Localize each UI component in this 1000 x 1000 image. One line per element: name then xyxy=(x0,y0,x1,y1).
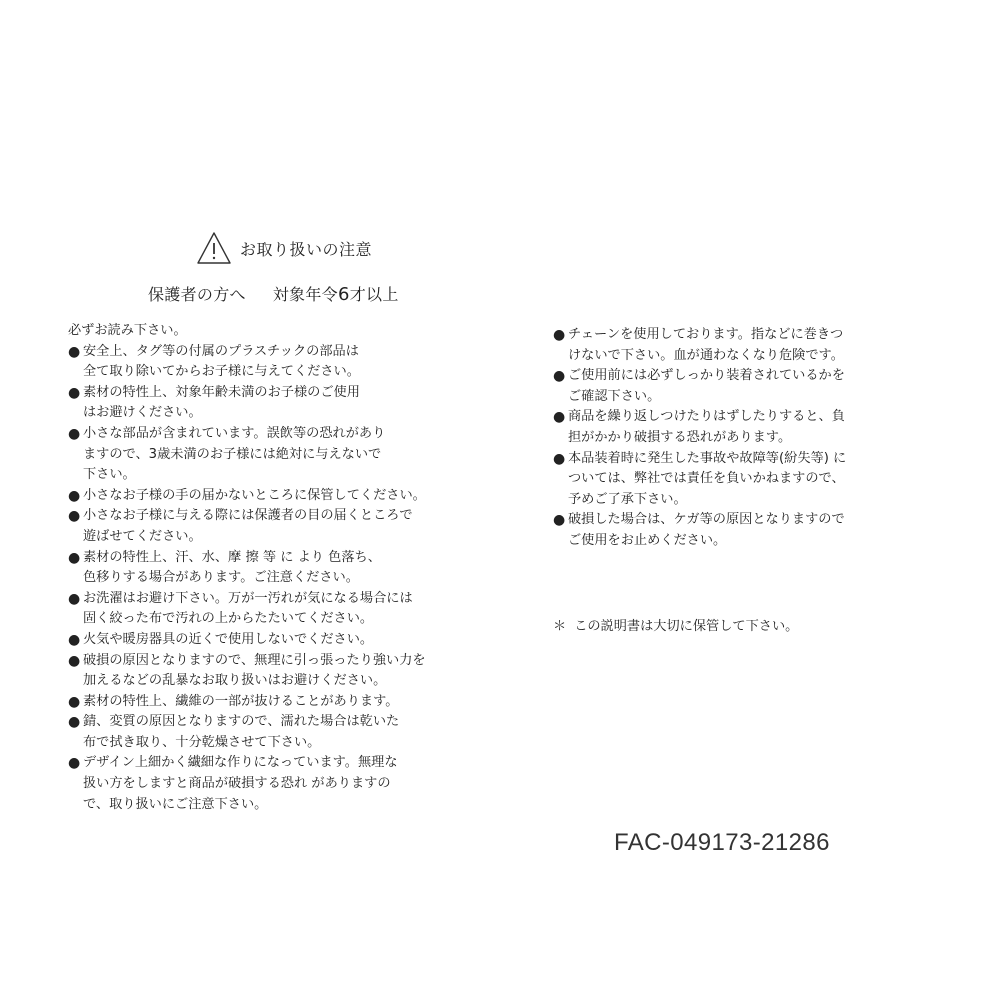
item-line: 全て取り除いてからお子様に与えてください。 xyxy=(83,364,360,380)
right-items-list xyxy=(553,325,913,552)
item-line: 布で拭き取り、十分乾燥させて下さい。 xyxy=(83,734,321,750)
item-line: 小さな部品が含まれています。誤飲等の恐れがあり xyxy=(83,425,386,441)
left-items-list xyxy=(68,342,473,816)
item-line: デザイン上細かく繊細な作りになっています。無理な xyxy=(83,755,398,771)
bullet-icon: ● xyxy=(68,343,81,360)
bullet-icon: ● xyxy=(553,409,566,426)
bullet-icon: ● xyxy=(68,487,81,504)
list-item xyxy=(553,325,913,366)
item-line: 予めご了承下さい。 xyxy=(568,491,687,507)
list-item xyxy=(68,486,473,507)
item-line: 素材の特性上、対象年齢未満のお子様のご使用 xyxy=(83,384,360,400)
item-line: 素材の特性上、汗、水、摩 擦 等 に より 色落ち、 xyxy=(83,549,381,565)
target-age-label: 対象年令6才以上 xyxy=(272,284,399,305)
item-line: 加えるなどの乱暴なお取り扱いはお避けください。 xyxy=(83,673,387,689)
warning-triangle-icon xyxy=(196,231,232,265)
item-line: 遊ばせてください。 xyxy=(83,528,202,544)
item-line: 安全上、タグ等の付属のプラスチックの部品は xyxy=(83,343,359,359)
item-text xyxy=(83,692,398,713)
item-line: 固く絞った布で汚れの上からたたいてください。 xyxy=(83,611,374,627)
item-text xyxy=(83,630,373,651)
item-line: 火気や暖房器具の近くで使用しないでください。 xyxy=(83,631,374,647)
item-line: ご使用前には必ずしっかり装着されているかを xyxy=(568,368,845,384)
product-code: FAC-049173-21286 xyxy=(614,829,830,856)
guardian-label: 保護者の方へ xyxy=(148,285,246,304)
list-item xyxy=(68,506,473,547)
item-line: で、取り扱いにご注意下さい。 xyxy=(83,796,268,812)
bullet-icon: ● xyxy=(68,631,81,648)
item-line: 扱い方をしますと商品が破損する恐れ がありますの xyxy=(83,776,391,792)
list-item xyxy=(68,630,473,651)
list-item xyxy=(68,548,473,589)
bullet-icon: ● xyxy=(68,549,81,566)
item-line: けないで下さい。血が通わなくなり危険です。 xyxy=(568,347,844,363)
item-text xyxy=(568,510,845,551)
item-text xyxy=(83,383,360,424)
list-item xyxy=(553,449,913,511)
bullet-icon: ● xyxy=(68,508,81,525)
intro-text: 必ずお読み下さい。 xyxy=(68,323,187,338)
item-line: お洗濯はお避け下さい。万が一汚れが気になる場合には xyxy=(83,590,413,606)
item-text xyxy=(83,712,399,753)
title-row xyxy=(196,230,372,266)
item-line: ついては、弊社では責任を負いかねますので、 xyxy=(568,471,845,487)
list-item xyxy=(68,692,473,713)
list-item xyxy=(68,342,473,383)
item-text xyxy=(568,449,846,511)
item-text xyxy=(83,651,426,692)
item-text xyxy=(568,325,844,366)
bullet-icon: ● xyxy=(68,755,81,772)
bullet-icon: ● xyxy=(68,425,81,442)
bullet-icon: ● xyxy=(553,512,566,529)
bullet-icon: ● xyxy=(553,450,566,467)
list-item xyxy=(68,753,473,815)
item-text xyxy=(83,548,381,589)
item-line: 下さい。 xyxy=(83,467,136,483)
bullet-icon: ● xyxy=(68,652,81,669)
storage-note xyxy=(553,615,798,634)
item-text xyxy=(83,753,398,815)
item-text xyxy=(83,589,413,630)
list-item xyxy=(553,366,913,407)
list-item xyxy=(68,712,473,753)
item-line: ますので、3歳未満のお子様には絶対に与えないで xyxy=(83,446,382,462)
page-title: お取り扱いの注意 xyxy=(240,239,373,259)
item-line: 破損した場合は、ケガ等の原因となりますので xyxy=(568,512,845,528)
item-line: ご使用をお止めください。 xyxy=(568,532,727,548)
list-item xyxy=(68,651,473,692)
item-text xyxy=(568,366,845,407)
list-item xyxy=(68,589,473,630)
subtitle xyxy=(148,282,399,305)
item-line: 素材の特性上、繊維の一部が抜けることがあります。 xyxy=(83,693,399,709)
item-line: 本品装着時に発生した事故や故障等(紛失等) に xyxy=(568,450,847,466)
item-text xyxy=(568,407,845,448)
item-line: ご確認下さい。 xyxy=(568,388,661,404)
bullet-icon: ● xyxy=(553,327,566,343)
item-line: 商品を繰り返しつけたりはずしたりすると、負 xyxy=(568,409,845,425)
item-line: 小さなお子様の手の届かないところに保管してください。 xyxy=(83,487,426,503)
bullet-icon: ● xyxy=(68,384,81,401)
item-line: 錆、変質の原因となりますので、濡れた場合は乾いた xyxy=(83,714,400,730)
list-item xyxy=(553,510,913,551)
note-text: この説明書は大切に保管して下さい。 xyxy=(574,619,799,634)
asterisk-icon: ＊ xyxy=(553,619,567,634)
item-text xyxy=(83,342,360,383)
item-text xyxy=(83,424,385,486)
item-text xyxy=(83,506,413,547)
list-item xyxy=(553,407,913,448)
right-instructions-column xyxy=(553,325,913,552)
left-instructions-column xyxy=(68,321,473,815)
item-line: はお避けください。 xyxy=(83,405,202,421)
list-item xyxy=(68,424,473,486)
item-line: 小さなお子様に与える際には保護者の目の届くところで xyxy=(83,508,413,524)
item-line: チェーンを使用しております。指などに巻きつ xyxy=(568,327,844,342)
bullet-icon: ● xyxy=(68,714,81,731)
bullet-icon: ● xyxy=(553,368,566,385)
bullet-icon: ● xyxy=(68,693,81,710)
item-line: 破損の原因となりますので、無理に引っ張ったり強い力を xyxy=(83,652,426,668)
item-line: 担がかかり破損する恐れがあります。 xyxy=(568,429,792,445)
item-line: 色移りする場合があります。ご注意ください。 xyxy=(83,570,359,586)
list-item xyxy=(68,383,473,424)
item-text xyxy=(83,486,426,507)
bullet-icon: ● xyxy=(68,590,81,607)
